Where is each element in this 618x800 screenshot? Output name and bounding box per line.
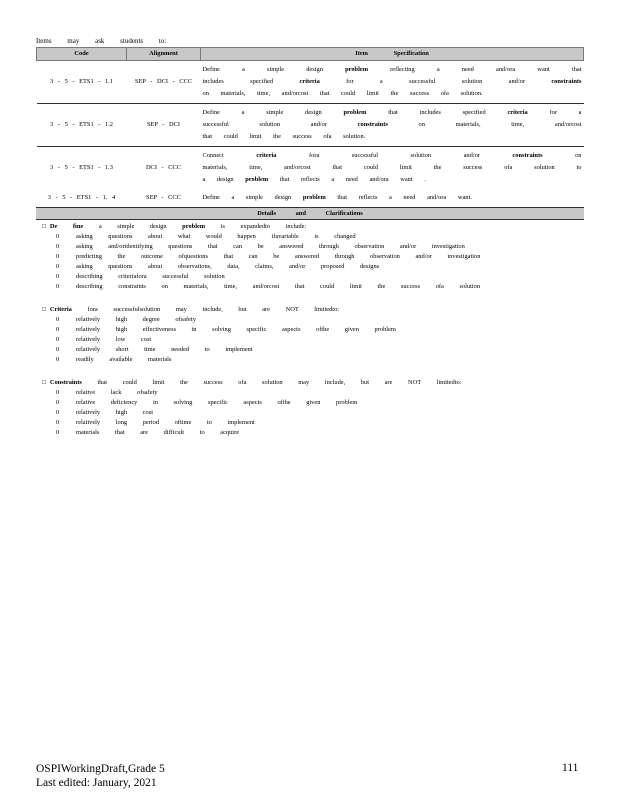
- list-item-text: materials that are difficult to acquire: [76, 429, 240, 436]
- spec-text: that could limit the success ofa solution.: [202, 133, 366, 140]
- footer: [36, 762, 165, 790]
- list-marker: 0: [56, 263, 60, 270]
- list-item: [56, 335, 584, 345]
- list-item: [56, 388, 584, 398]
- details-section: [36, 378, 584, 438]
- list-marker: 0: [56, 356, 60, 363]
- list-marker: 0: [56, 419, 60, 426]
- spec-line: [203, 107, 582, 119]
- list-item-text: relatively high effectiveness in solving specific aspects ofthe given problem: [76, 326, 396, 333]
- list-item: [56, 282, 584, 292]
- table-row: [37, 104, 584, 147]
- section-lead-tail: is expandedto include:: [205, 223, 307, 230]
- page-number: 111: [562, 762, 579, 774]
- list-marker: 0: [56, 346, 60, 353]
- spec-text: Define a simple design: [202, 109, 344, 116]
- list-marker: 0: [56, 253, 60, 260]
- list-item-text: relatively high degree ofsafety: [76, 316, 196, 323]
- footer-draft-label: OSPIWorkingDraft,Grade 5: [36, 763, 165, 775]
- list-marker: 0: [56, 316, 60, 323]
- spec-text: Connect: [202, 152, 257, 159]
- row-item-specification: [201, 104, 584, 147]
- spec-text: fora successful solution and/or: [276, 152, 513, 159]
- list-item-text: relative deficiency in solving specific aspects ofthe given problem: [76, 399, 358, 406]
- list-item-text: relatively high cost: [76, 409, 153, 416]
- key-term: criteria: [507, 109, 528, 116]
- spec-line: [203, 64, 582, 76]
- spec-line: [203, 76, 582, 88]
- details-section: [36, 305, 584, 365]
- key-term: problem: [343, 109, 367, 116]
- section-lead: [36, 305, 584, 315]
- spec-text: that reflects a need and/ora want.: [325, 194, 472, 201]
- spec-text: a design: [202, 176, 246, 183]
- spec-line: [203, 174, 582, 186]
- spec-line: [203, 162, 582, 174]
- list-item: [56, 408, 584, 418]
- list-item: [56, 272, 584, 282]
- spec-text: on: [542, 152, 582, 159]
- list-item-text: readily available materials: [76, 356, 172, 363]
- spec-text: for a: [527, 109, 582, 116]
- list-item-text: predicting the outcome ofquestions that can be answered through observation and/or investigation: [76, 253, 481, 260]
- spec-line: [203, 192, 582, 204]
- spec-text: that includes specified: [366, 109, 508, 116]
- spec-text: on materials, time, and/orcost that could limit the success ofa solution.: [202, 90, 483, 97]
- spec-text: on materials, time, and/orcost: [387, 121, 582, 128]
- item-specification-table: [36, 47, 584, 207]
- spec-text: Define a simple design: [202, 66, 346, 73]
- row-code: 3 - 5 - ETS1 - 1. 4: [47, 194, 116, 201]
- footer-last-edited: Last edited: January, 2021: [36, 777, 157, 789]
- row-item-specification: [201, 147, 584, 190]
- row-code: 3 - 5 - ETS1 - 1.3: [37, 147, 127, 190]
- section-lead-text: that could limit the success ofa solution may include, but are NOT limitedto:: [81, 379, 462, 386]
- intro-text: Items may ask students to:: [36, 37, 167, 45]
- list-item-text: asking questions about what would happen ifavariable is changed: [76, 233, 356, 240]
- details-header: Details and Clarifications: [36, 207, 584, 220]
- key-term: problem: [245, 176, 269, 183]
- spec-text: reflecting a need and/ora want that: [368, 66, 582, 73]
- details-section: [36, 222, 584, 292]
- list-item-text: relatively long period oftime to implement: [76, 419, 255, 426]
- list-marker: 0: [56, 273, 60, 280]
- spec-line: [203, 119, 582, 131]
- row-alignment: DCI - CCC: [127, 147, 201, 190]
- list-item: [56, 325, 584, 335]
- row-alignment: SEP - DCI - CCC: [127, 61, 201, 104]
- list-item: [56, 428, 584, 438]
- list-item-text: relatively low cost: [76, 336, 152, 343]
- spec-text: that reflects a need and/ora want .: [268, 176, 426, 183]
- section-list: [36, 315, 584, 365]
- spec-text: includes specified: [202, 78, 300, 85]
- spec-line: [203, 88, 582, 100]
- list-marker: 0: [56, 389, 60, 396]
- checkbox-bullet-icon: □: [42, 306, 46, 313]
- key-term: constraints: [512, 152, 543, 159]
- list-item-text: describing criteriafora successful solution: [76, 273, 225, 280]
- section-list: [36, 232, 584, 292]
- list-item: [56, 315, 584, 325]
- spec-line: [203, 150, 582, 162]
- checkbox-bullet-icon: □: [42, 379, 46, 386]
- list-item-text: asking and/oridentifying questions that can be answered through observation and/or investigation: [76, 243, 465, 250]
- spec-text: successful solution and/or: [202, 121, 358, 128]
- row-code: 3 - 5 - ETS1 - 1.2: [37, 104, 127, 147]
- list-marker: 0: [56, 243, 60, 250]
- spec-text: Define a simple design: [202, 194, 303, 201]
- table-row: [37, 61, 584, 104]
- spec-line: [203, 131, 582, 143]
- list-item: [56, 345, 584, 355]
- row-item-specification: [201, 189, 584, 207]
- details-sections: [36, 222, 584, 438]
- section-lead: [36, 378, 584, 388]
- row-item-specification: [201, 61, 584, 104]
- list-item-text: relative lack ofsafety: [76, 389, 158, 396]
- list-item: [56, 262, 584, 272]
- section-lead: [36, 222, 584, 232]
- table-header-row: [37, 48, 584, 61]
- list-marker: 0: [56, 283, 60, 290]
- list-item: [56, 355, 584, 365]
- key-term: criteria: [256, 152, 277, 159]
- key-term: problem: [182, 223, 206, 230]
- section-term: Constraints: [49, 379, 82, 386]
- list-item-text: relatively short time needed to implement: [76, 346, 253, 353]
- row-alignment: SEP - CCC: [146, 194, 181, 201]
- row-alignment: SEP - DCI: [127, 104, 201, 147]
- section-lead-text: a simple design: [83, 223, 183, 230]
- list-item-text: asking questions about observations, data, claims, and/or proposed designs: [76, 263, 380, 270]
- list-item: [56, 418, 584, 428]
- list-marker: 0: [56, 409, 60, 416]
- row-code: 3 - 5 - ETS1 - 1.1: [37, 61, 127, 104]
- section-gap: [36, 292, 584, 303]
- list-item: [56, 398, 584, 408]
- section-term: De fine: [49, 223, 84, 230]
- list-item: [56, 232, 584, 242]
- section-gap: [36, 365, 584, 376]
- list-item: [56, 242, 584, 252]
- key-term: problem: [302, 194, 326, 201]
- header-item-specification: Item Specification: [201, 48, 584, 61]
- key-term: constraints: [551, 78, 582, 85]
- header-alignment: Alignment: [127, 48, 201, 61]
- list-marker: 0: [56, 429, 60, 436]
- list-marker: 0: [56, 233, 60, 240]
- list-item: [56, 252, 584, 262]
- spec-text: for a successful solution and/or: [319, 78, 552, 85]
- page-content: [36, 37, 584, 438]
- list-item-text: describing constraints on materials, time, and/orcost that could limit the success ofa solution: [76, 283, 481, 290]
- key-term: constraints: [357, 121, 388, 128]
- section-list: [36, 388, 584, 438]
- spec-text: materials, time, and/orcost that could limit the success ofa solution to: [202, 164, 582, 171]
- table-row: [37, 147, 584, 190]
- header-code: Code: [37, 48, 127, 61]
- list-marker: 0: [56, 326, 60, 333]
- section-term: Criteria: [49, 306, 72, 313]
- list-marker: 0: [56, 336, 60, 343]
- section-lead-text: fora successfulsolution may include, but are NOT limitedto:: [71, 306, 340, 313]
- table-row: [37, 189, 584, 207]
- key-term: criteria: [299, 78, 320, 85]
- list-marker: 0: [56, 399, 60, 406]
- checkbox-bullet-icon: □: [42, 223, 46, 230]
- key-term: problem: [345, 66, 369, 73]
